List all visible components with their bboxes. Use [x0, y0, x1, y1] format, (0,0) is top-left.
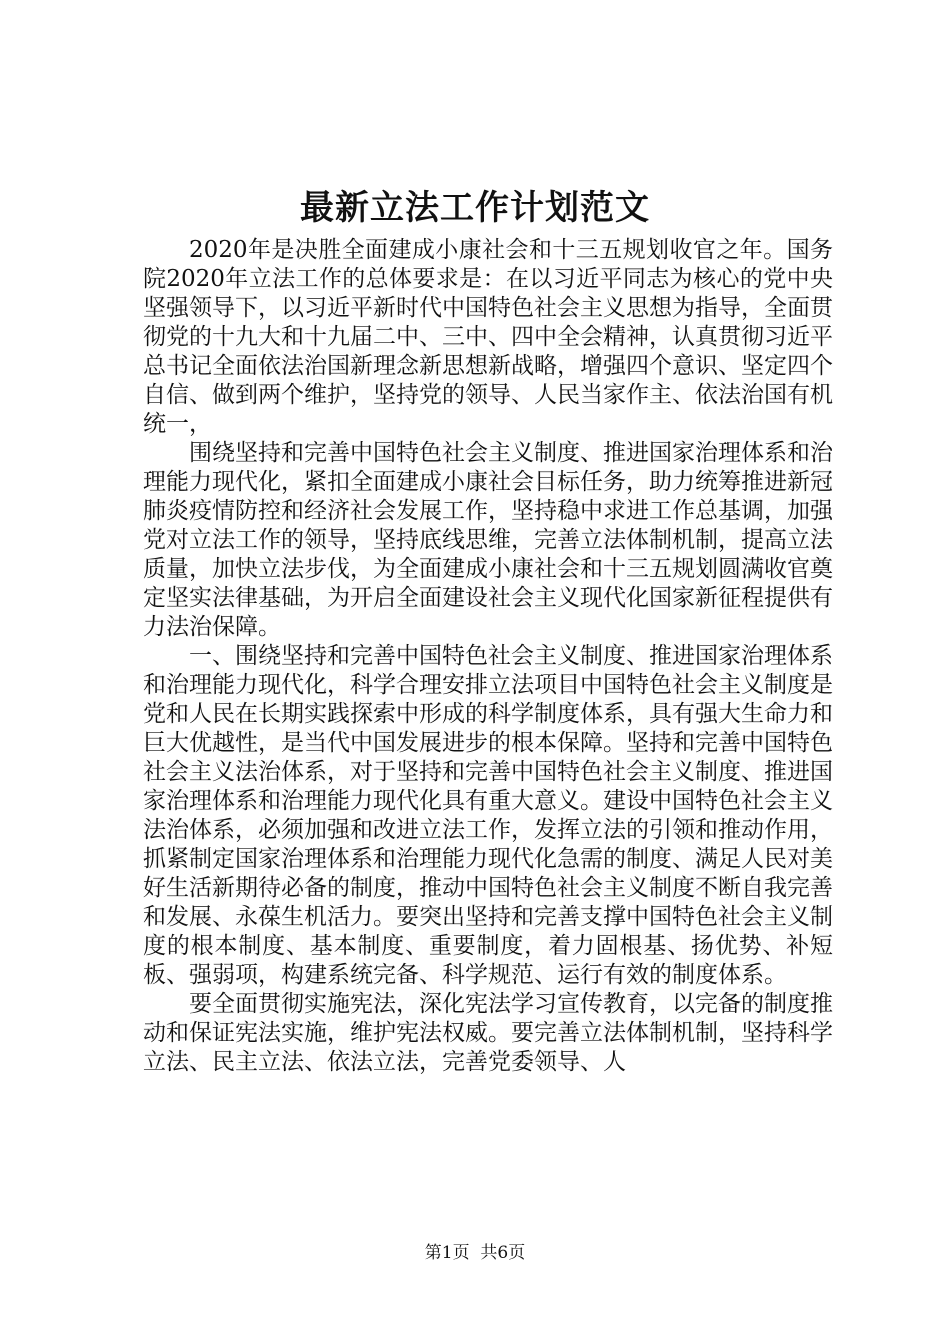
- paragraph: 围绕坚持和完善中国特色社会主义制度、推进国家治理体系和治理能力现代化，紧扣全面建成小康社会目标任务，助力统筹推进新冠肺炎疫情防控和经济社会发展工作，坚持稳中求进工作总基调，加强党对立法工作的领导，坚持底线思维，完善立法体制机制，提高立法质量，加快立法步伐，为全面建成小康社会和十三五规划圆满收官奠定坚实法律基础，为开启全面建设社会主义现代化国家新征程提供有力法治保障。: [143, 440, 833, 640]
- paragraph: 一、围绕坚持和完善中国特色社会主义制度、推进国家治理体系和治理能力现代化，科学合理安排立法项目中国特色社会主义制度是党和人民在长期实践探索中形成的科学制度体系，具有强大生命力和巨大优越性，是当代中国发展进步的根本保障。坚持和完善中国特色社会主义法治体系，对于坚持和完善中国特色社会主义制度、推进国家治理体系和治理能力现代化具有重大意义。建设中国特色社会主义法治体系，必须加强和改进立法工作，发挥立法的引领和推动作用，抓紧制定国家治理体系和治理能力现代化急需的制度、满足人民对美好生活新期待必备的制度，推动中国特色社会主义制度不断自我完善和发展、永葆生机活力。要突出坚持和完善支撑中国特色社会主义制度的根本制度、基本制度、重要制度，着力固根基、扬优势、补短板、强弱项，构建系统完备、科学规范、运行有效的制度体系。: [143, 643, 833, 988]
- paragraph: 2020年是决胜全面建成小康社会和十三五规划收官之年。国务院2020年立法工作的总体要求是：在以习近平同志为核心的党中央坚强领导下，以习近平新时代中国特色社会主义思想为指导，全面贯彻党的十九大和十九届二中、三中、四中全会精神，认真贯彻习近平总书记全面依法治国新理念新思想新战略，增强四个意识、坚定四个自信、做到两个维护，坚持党的领导、人民当家作主、依法治国有机统一，: [143, 237, 833, 437]
- page-total: 共6页: [480, 1243, 526, 1263]
- paragraph: 要全面贯彻实施宪法，深化宪法学习宣传教育，以完备的制度推动和保证宪法实施，维护宪法权威。要完善立法体制机制，坚持科学立法、民主立法、依法立法，完善党委领导、人: [143, 991, 833, 1075]
- document-title: 最新立法工作计划范文: [300, 188, 650, 228]
- page-footer: [0, 1242, 950, 1264]
- page-number: 第1页: [424, 1243, 470, 1263]
- footer-spacer: [470, 1243, 481, 1263]
- document-body: [143, 236, 833, 1077]
